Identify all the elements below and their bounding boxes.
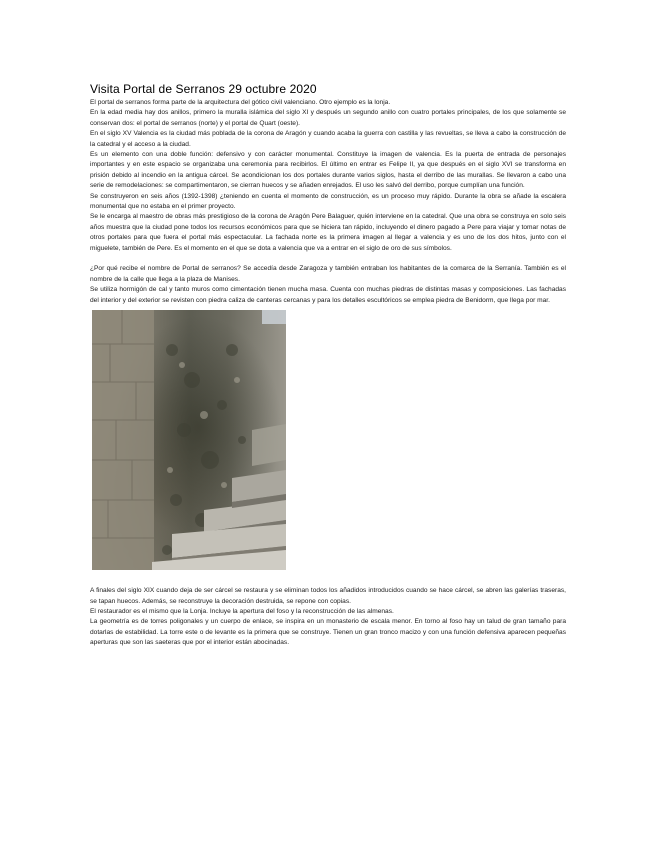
paragraph: ¿Por qué recibe el nombre de Portal de serranos? Se accedía desde Zaragoza y también entraban los habitantes de la comarca de la Serranía. También es el nombre de la calle que llega a la plaza de Manises. [90, 265, 566, 283]
paragraph: Se utiliza hormigón de cal y tanto muros como cimentación tienen mucha masa. Cuenta con muchas piedras de distintas masas y composiciones. Las fachadas del interior y del exterior se revisten con piedra caliza de canteras cercanas y para los detalles escultóricos se emplea piedra de Benidorm, que llega por mar. [90, 286, 566, 304]
stone-wall-photo [92, 310, 286, 570]
document-title: Visita Portal de Serranos 29 octubre 2020 [90, 82, 317, 96]
paragraph: A finales del siglo XIX cuando deja de ser cárcel se restaura y se eliminan todos los añadidos introducidos cuando se hace cárcel, se abren las galerías traseras, se tapan huecos. Además, se reconstruye la decoración destruida, se repone con copias. [90, 587, 566, 605]
document-body [90, 82, 566, 649]
paragraph: El restaurador es el mismo que la Lonja. Incluye la apertura del foso y la reconstrucción de las almenas. [90, 607, 394, 615]
paragraph: En el siglo XV Valencia es la ciudad más poblada de la corona de Aragón y cuando acaba la guerra con castilla y las revueltas, se lleva a cabo la construcción de la catedral y el acceso a la ciudad. [90, 130, 566, 148]
paragraph: Es un elemento con una doble función: defensivo y con carácter monumental. Constituye la imagen de valencia. Es la puerta de entrada de personajes importantes y en este espacio se organizaba una ceremonia para recibirlos. El último en entrar es Felipe II, ya que después en el siglo XVI se transforma en prisión debido al incendio en la antigua cárcel. Se acondicionan los dos portales durante varios siglos, hasta el derribo de las murallas. Se llevaron a cabo una serie de remodelaciones: se compartimentaron, se cierran huecos y se añaden enrejados. El uso les salvó del derribo, porque cumplían una función. [90, 151, 566, 190]
paragraph: Se le encarga al maestro de obras más prestigioso de la corona de Aragón Pere Balaguer, quién interviene en la catedral. Que una obra se construya en solo seis años muestra que la ciudad pone todos los recursos económicos para que se hiciera tan rápido, incluyendo el dinero pagado a Pere para viajar y tomar notas de otros portales para que fuera el portal más espectacular. La fachada norte es la primera imagen al llegar a valencia y es uno de los dos hitos, junto con el miguelete, también de Pere. Es el momento en el que se dota a valencia que va a entrar en el siglo de oro de sus símbolos. [90, 213, 566, 252]
paragraph-gap [90, 254, 566, 264]
paragraph: Se construyeron en seis años (1392-1398) ¿teniendo en cuenta el momento de construcción, es un proceso muy rápido. Durante la obra se añade la escalera monumental que no estaba en el primer proyecto. [90, 192, 566, 211]
stone-wall-photo-drawing [92, 310, 286, 570]
paragraph: El portal de serranos forma parte de la arquitectura del gótico civil valenciano. Otro ejemplo es la lonja. [90, 99, 391, 106]
paragraph: En la edad media hay dos anillos, primero la muralla islámica del siglo XI y después un segundo anillo con cuatro portales principales, de los que solamente se conservan dos: el portal de serranos (norte) y el portal de Quart (oeste). [90, 109, 566, 127]
paragraph: La geometría es de torres poligonales y un cuerpo de enlace, se inspira en un monasterio de escala menor. En torno al foso hay un talud de gran tamaño para dotarlas de estabilidad. La torre este o de levante es la primera que se construye. Tienen un gran tronco macizo y con una función defensiva aparecen pequeñas aperturas que son las saeteras que por el interior están abocinadas. [90, 618, 566, 647]
